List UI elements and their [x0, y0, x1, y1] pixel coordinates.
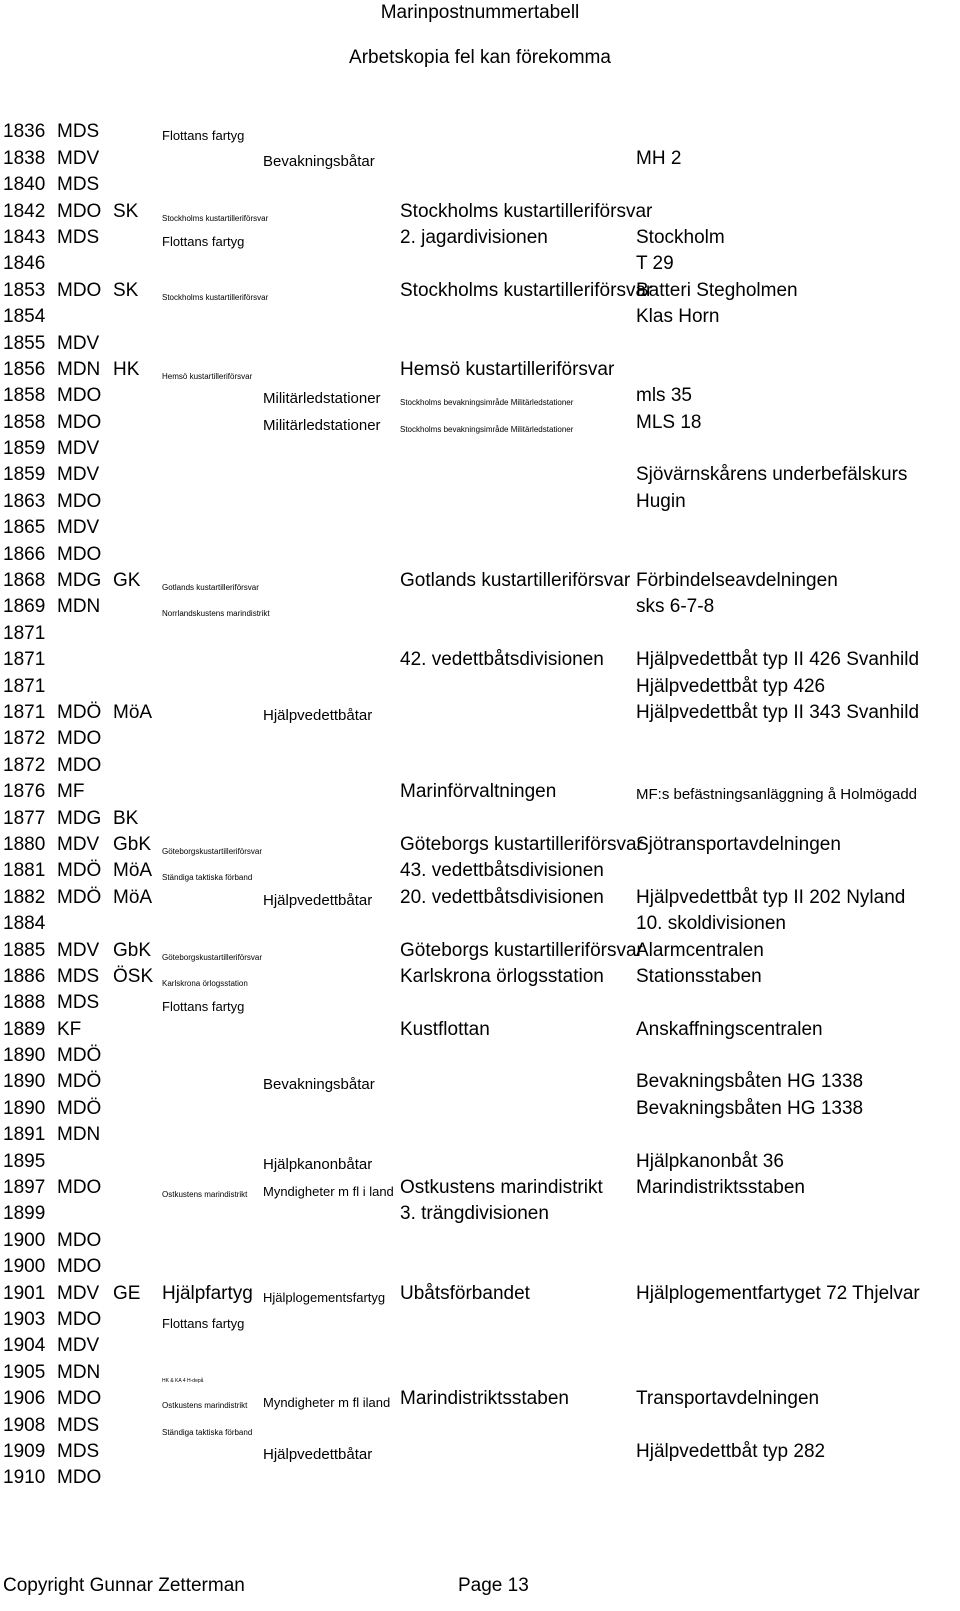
- row-code: MDV: [57, 517, 100, 539]
- row-detail: sks 6-7-8: [636, 596, 715, 618]
- row-detail: Sjötransportavdelningen: [636, 833, 841, 855]
- row-code: MDO: [57, 1308, 102, 1330]
- table-row: [0, 912, 960, 938]
- row-number: 1876: [3, 781, 46, 803]
- row-number: 1904: [3, 1335, 46, 1357]
- row-number: 1890: [3, 1045, 46, 1067]
- row-category: Hjälpvedettbåtar: [263, 1445, 373, 1463]
- row-code: MDO: [57, 1177, 102, 1199]
- table-row: [0, 780, 960, 806]
- page-title: Marinpostnummertabell: [380, 2, 580, 23]
- row-number: 1890: [3, 1097, 46, 1119]
- row-code: MDN: [57, 358, 101, 380]
- row-unit-small: HK & KA 4 H-depå: [162, 1377, 204, 1384]
- row-organisation: 20. vedettbåtsdivisionen: [400, 886, 604, 908]
- row-code: MDO: [57, 543, 102, 565]
- table-row: [0, 1070, 960, 1096]
- row-code: MDS: [57, 174, 100, 196]
- row-code: MDS: [57, 226, 100, 248]
- row-number: 1871: [3, 701, 46, 723]
- row-organisation: Stockholms kustartilleriförsvar: [400, 200, 653, 222]
- row-code: MDG: [57, 570, 102, 592]
- row-number: 1888: [3, 992, 46, 1014]
- row-number: 1895: [3, 1150, 46, 1172]
- row-code: MDV: [57, 464, 100, 486]
- row-detail: 10. skoldivisionen: [636, 913, 786, 935]
- table-row: [0, 1281, 960, 1307]
- row-abbreviation: ÖSK: [113, 965, 154, 987]
- row-category: Militärledstationer: [263, 390, 381, 408]
- table-row: [0, 331, 960, 357]
- row-number: 1889: [3, 1018, 46, 1040]
- row-category: Myndigheter m fl iland: [263, 1395, 391, 1411]
- row-organisation: Marinförvaltningen: [400, 781, 557, 803]
- table-row: [0, 648, 960, 674]
- row-unit-small: Ostkustens marindistrikt: [162, 1190, 248, 1200]
- row-abbreviation: BK: [113, 807, 139, 829]
- row-organisation: Stockholms bevakningsimråde Militärledstationer: [400, 398, 574, 408]
- table-row: [0, 701, 960, 727]
- row-code: MDV: [57, 939, 100, 961]
- table-row: [0, 727, 960, 753]
- table-row: [0, 1096, 960, 1122]
- row-detail: Hjälpvedettbåt typ II 426 Svanhild: [636, 649, 920, 671]
- row-unit-small: Flottans fartyg: [162, 1315, 245, 1331]
- row-detail: Transportavdelningen: [636, 1388, 820, 1410]
- row-number: 1868: [3, 570, 46, 592]
- row-number: 1871: [3, 622, 46, 644]
- row-code: MDV: [57, 1282, 100, 1304]
- table-row: [0, 1228, 960, 1254]
- table-row: [0, 1044, 960, 1070]
- row-organisation: 43. vedettbåtsdivisionen: [400, 860, 604, 882]
- row-abbreviation: GK: [113, 570, 141, 592]
- row-code: MF: [57, 781, 85, 803]
- row-detail: Stockholm: [636, 226, 725, 248]
- row-detail: Anskaffningscentralen: [636, 1018, 823, 1040]
- row-code: MDS: [57, 992, 100, 1014]
- row-code: MDÖ: [57, 860, 102, 882]
- row-detail: Klas Horn: [636, 306, 720, 328]
- row-organisation: Ostkustens marindistrikt: [400, 1177, 603, 1199]
- row-number: 1884: [3, 913, 46, 935]
- row-code: MDN: [57, 1124, 101, 1146]
- row-code: MDO: [57, 1229, 102, 1251]
- row-number: 1854: [3, 306, 46, 328]
- row-number: 1890: [3, 1071, 46, 1093]
- table-row: [0, 463, 960, 489]
- row-unit-small: Norrlandskustens marindistrikt: [162, 609, 270, 619]
- table-row: [0, 1334, 960, 1360]
- row-unit-small: Stockholms kustartilleriförsvar: [162, 213, 269, 223]
- row-code: MDÖ: [57, 1097, 102, 1119]
- row-number: 1872: [3, 728, 46, 750]
- row-number: 1903: [3, 1308, 46, 1330]
- row-organisation: Ubåtsförbandet: [400, 1282, 530, 1304]
- row-abbreviation: SK: [113, 279, 139, 301]
- row-number: 1901: [3, 1282, 46, 1304]
- table-row: [0, 252, 960, 278]
- row-abbreviation: GbK: [113, 939, 152, 961]
- table-row: [0, 595, 960, 621]
- table-row: [0, 885, 960, 911]
- row-detail: Hjälpkanonbåt 36: [636, 1150, 784, 1172]
- row-code: MDÖ: [57, 701, 102, 723]
- row-number: 1840: [3, 174, 46, 196]
- row-number: 1886: [3, 965, 46, 987]
- row-category: Bevakningsbåtar: [263, 1076, 375, 1094]
- row-code: MDO: [57, 200, 102, 222]
- row-code: MDO: [57, 728, 102, 750]
- row-code: MDO: [57, 385, 102, 407]
- row-number: 1900: [3, 1229, 46, 1251]
- row-code: MDV: [57, 833, 100, 855]
- row-number: 1871: [3, 675, 46, 697]
- row-detail: MLS 18: [636, 411, 702, 433]
- table-row: [0, 146, 960, 172]
- row-code: MDS: [57, 965, 100, 987]
- row-code: MDO: [57, 411, 102, 433]
- table-row: [0, 278, 960, 304]
- row-number: 1836: [3, 121, 46, 143]
- table-row: [0, 938, 960, 964]
- row-number: 1908: [3, 1414, 46, 1436]
- table-row: [0, 1413, 960, 1439]
- table-row: [0, 1149, 960, 1175]
- row-organisation: Stockholms bevakningsimråde Militärledstationer: [400, 424, 574, 434]
- row-detail: Hjälpvedettbåt typ II 343 Svanhild: [636, 701, 920, 723]
- row-number: 1856: [3, 358, 46, 380]
- row-number: 1871: [3, 649, 46, 671]
- table-row: [0, 199, 960, 225]
- row-code: MDÖ: [57, 1045, 102, 1067]
- row-organisation: Göteborgs kustartilleriförsvar: [400, 939, 643, 961]
- row-unit-small: Hjälpfartyg: [162, 1282, 253, 1304]
- row-abbreviation: SK: [113, 200, 139, 222]
- table-row: [0, 1308, 960, 1334]
- row-number: 1846: [3, 253, 46, 275]
- footer-page-number: Page 13: [458, 1575, 529, 1596]
- table-row: [0, 226, 960, 252]
- table-row: [0, 410, 960, 436]
- row-detail: Hjälpvedettbåt typ 282: [636, 1440, 826, 1462]
- row-number: 1869: [3, 596, 46, 618]
- row-number: 1853: [3, 279, 46, 301]
- row-number: 1891: [3, 1124, 46, 1146]
- table-row: [0, 1360, 960, 1386]
- row-abbreviation: MöA: [113, 886, 153, 908]
- row-code: MDO: [57, 1467, 102, 1489]
- table-row: [0, 437, 960, 463]
- table-row: [0, 489, 960, 515]
- table-row: [0, 1255, 960, 1281]
- table-row: [0, 1387, 960, 1413]
- row-category: Hjälpvedettbåtar: [263, 706, 373, 724]
- row-number: 1872: [3, 754, 46, 776]
- row-code: MDO: [57, 1388, 102, 1410]
- row-number: 1863: [3, 490, 46, 512]
- row-unit-small: Hemsö kustartilleriförsvar: [162, 371, 253, 381]
- row-abbreviation: MöA: [113, 860, 153, 882]
- row-code: MDS: [57, 1414, 100, 1436]
- row-number: 1905: [3, 1361, 46, 1383]
- row-category: Militärledstationer: [263, 416, 381, 434]
- table-row: [0, 1123, 960, 1149]
- footer-copyright: Copyright Gunnar Zetterman: [3, 1575, 245, 1596]
- table-row: [0, 384, 960, 410]
- row-code: MDG: [57, 807, 102, 829]
- table-row: [0, 358, 960, 384]
- row-code: MDO: [57, 490, 102, 512]
- row-detail: Hugin: [636, 490, 686, 512]
- row-organisation: Marindistriktsstaben: [400, 1388, 569, 1410]
- table-row: [0, 859, 960, 885]
- row-code: MDÖ: [57, 1071, 102, 1093]
- row-organisation: 2. jagardivisionen: [400, 226, 548, 248]
- row-number: 1909: [3, 1440, 46, 1462]
- row-category: Hjälplogementsfartyg: [263, 1289, 386, 1305]
- page-subtitle: Arbetskopia fel kan förekomma: [349, 47, 611, 68]
- row-number: 1906: [3, 1388, 46, 1410]
- row-abbreviation: GbK: [113, 833, 152, 855]
- row-number: 1859: [3, 438, 46, 460]
- row-unit-small: Karlskrona örlogsstation: [162, 978, 248, 988]
- row-code: MDN: [57, 1361, 101, 1383]
- row-number: 1877: [3, 807, 46, 829]
- row-unit-small: Gotlands kustartilleriförsvar: [162, 583, 259, 593]
- row-unit-small: Ostkustens marindistrikt: [162, 1401, 248, 1411]
- row-code: MDO: [57, 279, 102, 301]
- row-detail: MF:s befästningsanläggning å Holmögadd: [636, 786, 918, 804]
- row-number: 1910: [3, 1467, 46, 1489]
- row-number: 1843: [3, 226, 46, 248]
- row-code: MDÖ: [57, 886, 102, 908]
- table-row: [0, 516, 960, 542]
- row-detail: MH 2: [636, 147, 682, 169]
- row-detail: Batteri Stegholmen: [636, 279, 798, 301]
- table-row: [0, 173, 960, 199]
- row-code: KF: [57, 1018, 82, 1040]
- table-row: [0, 991, 960, 1017]
- row-category: Myndigheter m fl i land: [263, 1184, 394, 1200]
- row-detail: Hjälpvedettbåt typ II 202 Nyland: [636, 886, 906, 908]
- row-organisation: Gotlands kustartilleriförsvar: [400, 570, 631, 592]
- row-organisation: 42. vedettbåtsdivisionen: [400, 649, 604, 671]
- table-row: [0, 542, 960, 568]
- row-number: 1881: [3, 860, 46, 882]
- row-number: 1866: [3, 543, 46, 565]
- row-number: 1859: [3, 464, 46, 486]
- row-unit-small: Flottans fartyg: [162, 128, 245, 144]
- row-code: MDV: [57, 1335, 100, 1357]
- row-number: 1838: [3, 147, 46, 169]
- row-detail: mls 35: [636, 385, 692, 407]
- row-abbreviation: GE: [113, 1282, 141, 1304]
- row-number: 1880: [3, 833, 46, 855]
- row-detail: Hjälplogementfartyget 72 Thjelvar: [636, 1282, 920, 1304]
- row-organisation: Göteborgs kustartilleriförsvar: [400, 833, 643, 855]
- row-abbreviation: MöA: [113, 701, 153, 723]
- row-detail: Sjövärnskårens underbefälskurs: [636, 464, 908, 486]
- row-detail: T 29: [636, 253, 674, 275]
- row-number: 1855: [3, 332, 46, 354]
- row-number: 1897: [3, 1177, 46, 1199]
- row-detail: Stationsstaben: [636, 965, 762, 987]
- row-unit-small: Ständiga taktiska förband: [162, 873, 253, 883]
- table-row: [0, 674, 960, 700]
- table-row: [0, 1017, 960, 1043]
- row-number: 1899: [3, 1203, 46, 1225]
- row-number: 1865: [3, 517, 46, 539]
- row-unit-small: Flottans fartyg: [162, 233, 245, 249]
- row-detail: Bevakningsbåten HG 1338: [636, 1097, 864, 1119]
- row-unit-small: Stockholms kustartilleriförsvar: [162, 292, 269, 302]
- row-category: Hjälpvedettbåtar: [263, 891, 373, 909]
- row-number: 1842: [3, 200, 46, 222]
- row-organisation: Hemsö kustartilleriförsvar: [400, 358, 615, 380]
- row-code: MDN: [57, 596, 101, 618]
- row-organisation: Karlskrona örlogsstation: [400, 965, 604, 987]
- row-organisation: 3. trängdivisionen: [400, 1203, 549, 1225]
- row-number: 1858: [3, 385, 46, 407]
- row-number: 1900: [3, 1256, 46, 1278]
- row-unit-small: Göteborgskustartilleriförsvar: [162, 846, 263, 856]
- row-detail: Marindistriktsstaben: [636, 1177, 805, 1199]
- row-number: 1882: [3, 886, 46, 908]
- row-detail: Förbindelseavdelningen: [636, 570, 838, 592]
- row-category: Hjälpkanonbåtar: [263, 1155, 373, 1173]
- postnummer-table: [0, 120, 960, 1492]
- row-code: MDO: [57, 754, 102, 776]
- row-abbreviation: HK: [113, 358, 140, 380]
- row-code: MDO: [57, 1256, 102, 1278]
- table-row: [0, 806, 960, 832]
- row-detail: Hjälpvedettbåt typ 426: [636, 675, 826, 697]
- table-row: [0, 1466, 960, 1492]
- row-number: 1858: [3, 411, 46, 433]
- row-number: 1885: [3, 939, 46, 961]
- row-code: MDV: [57, 332, 100, 354]
- row-organisation: Kustflottan: [400, 1018, 490, 1040]
- row-code: MDS: [57, 1440, 100, 1462]
- row-unit-small: Göteborgskustartilleriförsvar: [162, 952, 263, 962]
- table-row: [0, 120, 960, 146]
- table-row: [0, 965, 960, 991]
- table-row: [0, 621, 960, 647]
- table-row: [0, 833, 960, 859]
- table-row: [0, 753, 960, 779]
- row-unit-small: Ständiga taktiska förband: [162, 1427, 253, 1437]
- table-row: [0, 305, 960, 331]
- row-organisation: Stockholms kustartilleriförsvar: [400, 279, 653, 301]
- row-code: MDV: [57, 438, 100, 460]
- table-row: [0, 1176, 960, 1202]
- row-unit-small: Flottans fartyg: [162, 999, 245, 1015]
- row-code: MDV: [57, 147, 100, 169]
- row-detail: Alarmcentralen: [636, 939, 764, 961]
- row-code: MDS: [57, 121, 100, 143]
- table-row: [0, 1202, 960, 1228]
- table-row: [0, 569, 960, 595]
- row-detail: Bevakningsbåten HG 1338: [636, 1071, 864, 1093]
- row-category: Bevakningsbåtar: [263, 152, 375, 170]
- table-row: [0, 1440, 960, 1466]
